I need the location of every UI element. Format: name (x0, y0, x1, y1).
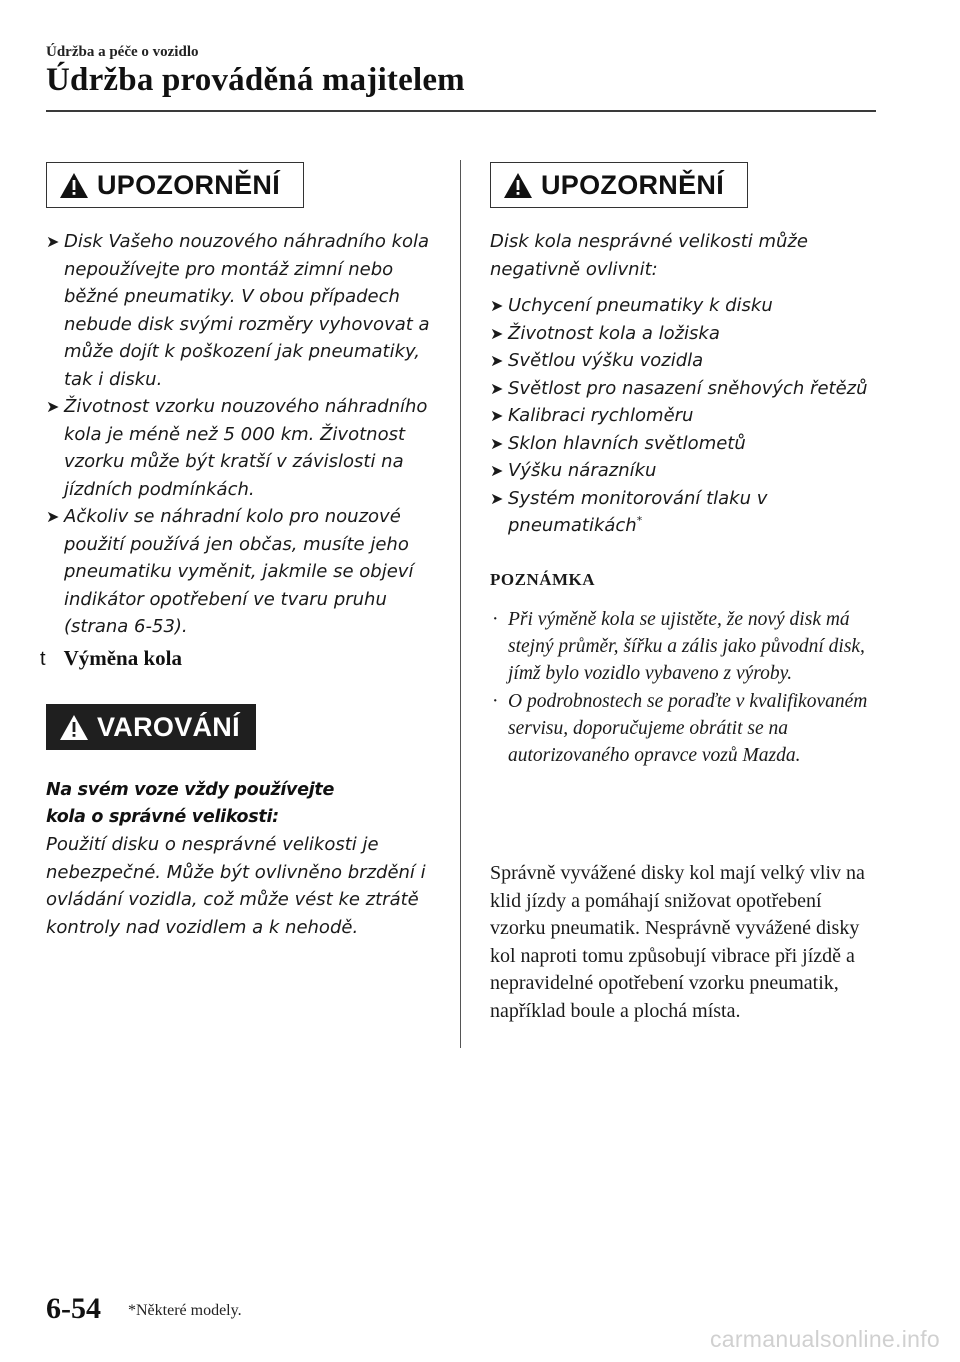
list-item: ➤ Systém monitorování tlaku v pneumatikách* (490, 485, 776, 540)
footnote: *Některé modely. (128, 1302, 242, 1319)
arrow-icon: ➤ (490, 351, 504, 370)
page-title: Údržba prováděná majitelem (46, 62, 465, 98)
warning-triangle-icon (59, 172, 89, 199)
warning-box (46, 704, 256, 750)
caution-label: UPOZORNĚNÍ (97, 169, 281, 200)
caution-label: UPOZORNĚNÍ (541, 169, 725, 200)
list-item: ➤ Světlost pro nasazení sněhových řetězů (490, 375, 890, 403)
title-rule (46, 110, 876, 112)
caution-list-right (490, 292, 890, 540)
caution-box-right (490, 162, 748, 208)
list-item: ➤ Světlou výšku vozidla (490, 347, 890, 375)
list-item: ➤ Sklon hlavních světlometů (490, 430, 890, 458)
arrow-icon: ➤ (490, 296, 504, 315)
arrow-icon: ➤ (490, 378, 504, 398)
arrow-icon: ➤ (490, 488, 504, 508)
arrow-icon: ➤ (46, 232, 60, 251)
list-item: ➤ Výšku nárazníku (490, 457, 890, 485)
section-marker: t (40, 648, 46, 670)
body-paragraph: Správně vyvážené disky kol mají velký vliv na klid jízdy a pomáhají snižovat opotřebení vzorku pneumatik. Nesprávně vyvážené disky kol naproti tomu způsobují vibrace při jízdě a nepravidelné opotřebení vzorku pneumatik, například boule a plochá místa. (490, 862, 865, 1022)
warning-text: Použití disku o nesprávné velikosti je nebezpečné. Může být ovlivněno brzdění i ovládání vozidla, což může vést ke ztrátě kontroly nad vozidlem a k nehodě. (46, 834, 426, 938)
note-list (490, 606, 882, 769)
warning-triangle-icon (59, 714, 89, 741)
column-divider (460, 160, 461, 1048)
arrow-icon: ➤ (46, 397, 60, 416)
note-title: POZNÁMKA (490, 570, 596, 589)
section-title: Výměna kola (63, 646, 182, 670)
arrow-icon: ➤ (490, 433, 504, 453)
warning-label: VAROVÁNÍ (97, 711, 240, 742)
breadcrumb: Údržba a péče o vozidlo (46, 44, 199, 60)
arrow-icon: ➤ (490, 406, 504, 425)
arrow-icon: ➤ (490, 323, 504, 343)
arrow-icon: ➤ (46, 507, 60, 526)
watermark: carmanualsonline.info (709, 1326, 940, 1352)
list-item: · O podrobnostech se poraďte v kvalifikovaném servisu, doporučujeme obrátit se na autorizovaného opravce vozů Mazda. (490, 688, 890, 770)
warning-triangle-icon (503, 172, 533, 199)
bullet-dot-icon: · (492, 609, 499, 630)
list-item: ➤ Životnost kola a ložiska (490, 320, 890, 348)
section-heading (40, 646, 182, 671)
list-item: · Při výměně kola se ujistěte, že nový disk má stejný průměr, šířku a zális jako původní disk, jímž bylo vozidlo vybaveno z výroby. (490, 606, 882, 688)
list-item: ➤ Životnost vzorku nouzového náhradního kola je méně než 5 000 km. Životnost vzorku může být kratší v závislosti na jízdních podmínkách. (46, 393, 438, 503)
caution-box-left (46, 162, 304, 208)
list-item: ➤ Uchycení pneumatiky k disku (490, 292, 890, 320)
footnote-mark: * (636, 514, 643, 527)
arrow-icon: ➤ (490, 461, 504, 480)
bullet-dot-icon: · (492, 690, 499, 712)
warning-bold-text: Na svém voze vždy používejte kola o správné velikosti: (46, 780, 335, 827)
list-item: ➤ Ačkoliv se náhradní kolo pro nouzové použití používá jen občas, musíte jeho pneumatiku vyměnit, jakmile se objeví indikátor opotřebení ve tvaru pruhu (strana 6-53). (46, 503, 438, 641)
list-item: ➤ Kalibraci rychloměru (490, 402, 890, 430)
caution-list-left (46, 228, 438, 641)
caution-intro: Disk kola nesprávné velikosti může negativně ovlivnit: (490, 231, 808, 280)
page-number: 6-54 (46, 1292, 101, 1325)
list-item: ➤ Disk Vašeho nouzového náhradního kola nepoužívejte pro montáž zimní nebo běžné pneumatiky. V obou případech nebude disk svými rozměry vyhovovat a může dojít k poškození jak pneumatiky, tak i disku. (46, 228, 438, 393)
